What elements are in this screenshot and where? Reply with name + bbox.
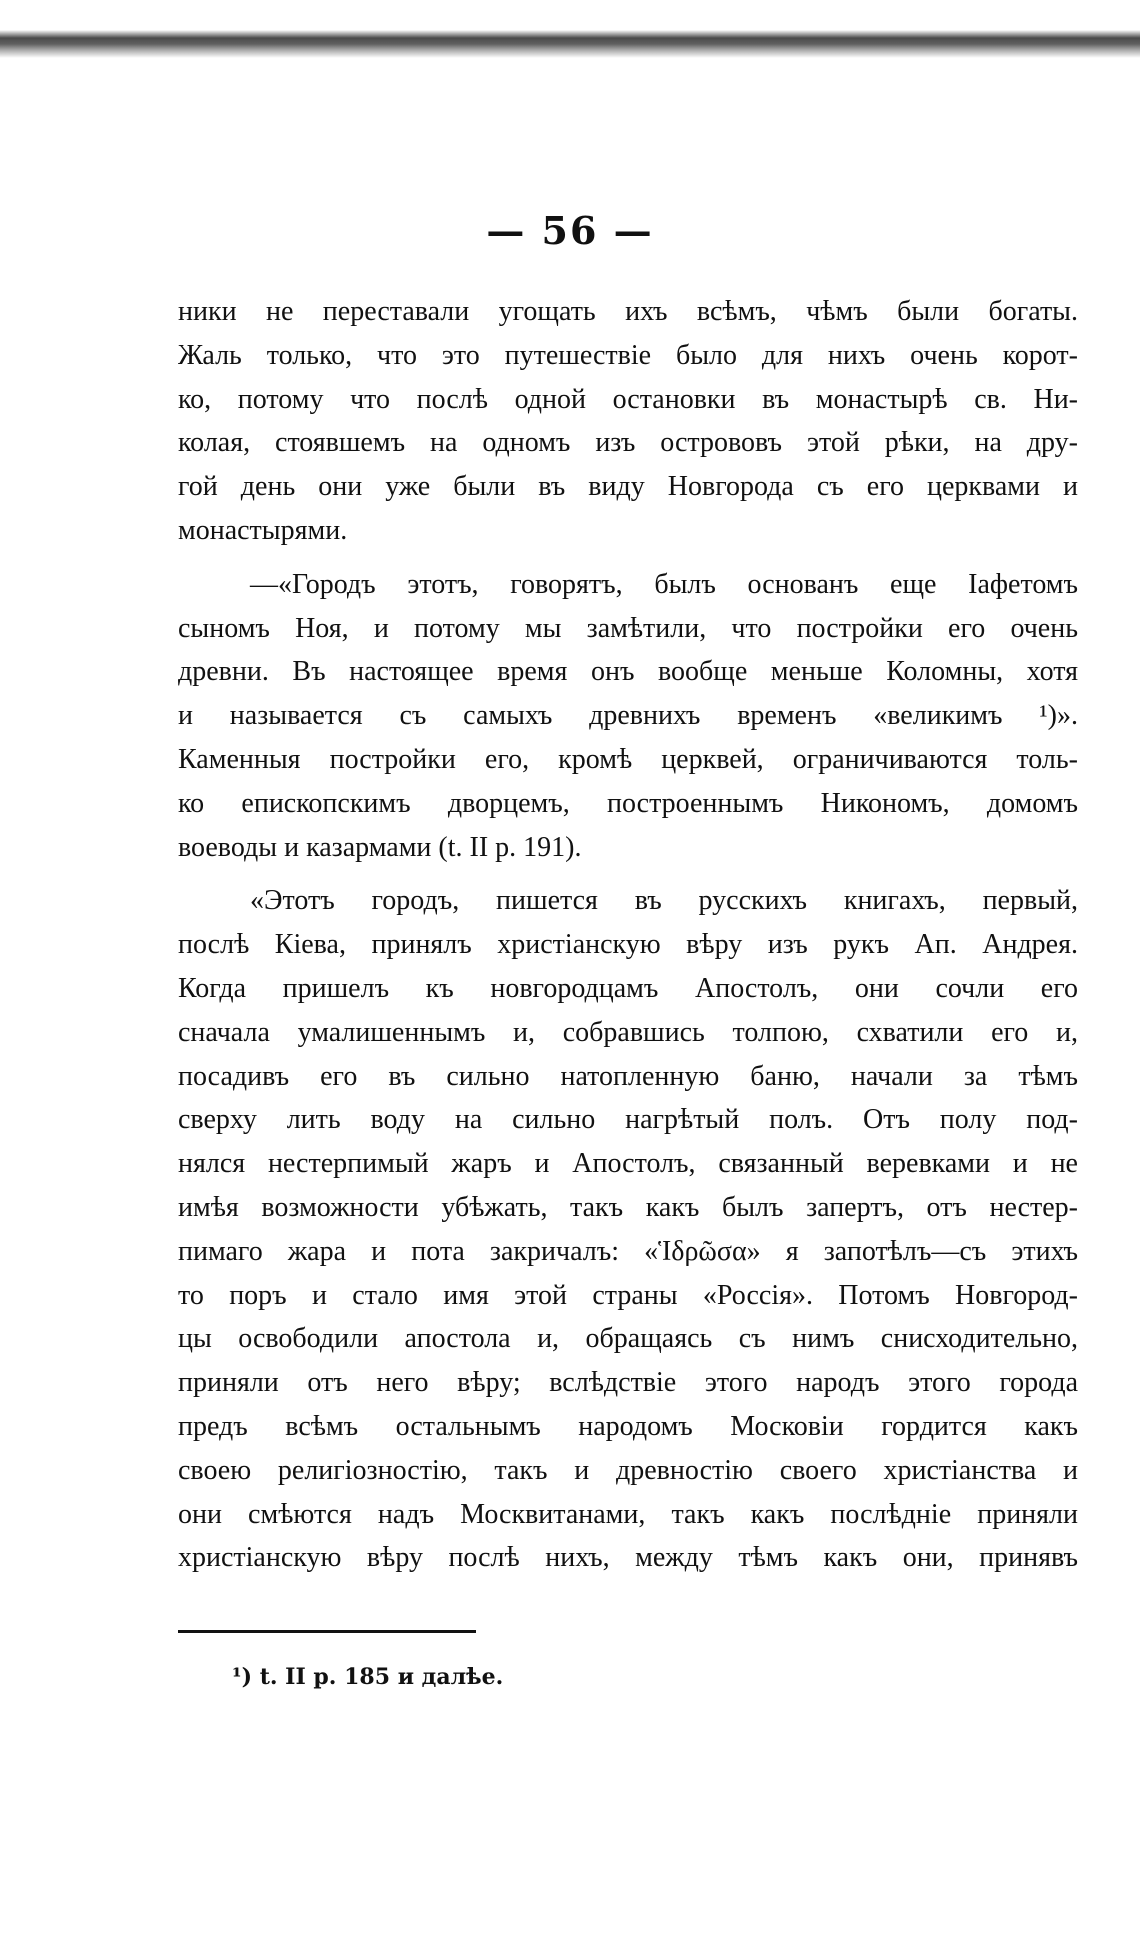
text-line: гой день они уже были въ виду Новгорода съ его церквами и <box>178 471 1078 503</box>
text-line: сыномъ Ноя, и потому мы замѣтили, что постройки его очень <box>178 612 1078 644</box>
text-line: сверху лить воду на сильно нагрѣтый полъ. Отъ полу под- <box>178 1104 1078 1136</box>
text-line: послѣ Кіева, принялъ христіанскую вѣру изъ рукъ Ап. Андрея. <box>178 929 1078 961</box>
footnote: ¹) t. II p. 185 и далѣе. <box>232 1664 504 1690</box>
text-line: —«Городъ этотъ, говорятъ, былъ основанъ еще Іафетомъ <box>250 568 1078 600</box>
text-line: христіанскую вѣру послѣ нихъ, между тѣмъ какъ они, принявъ <box>178 1542 1078 1574</box>
text-line: посадивъ его въ сильно натопленную баню, начали за тѣмъ <box>178 1060 1078 1092</box>
text-line: Каменныя постройки его, кромѣ церквей, ограничиваются толь- <box>178 743 1078 775</box>
paragraph-1 <box>178 290 1078 553</box>
text-line: ко, потому что послѣ одной остановки въ монастырѣ св. Ни- <box>178 383 1078 415</box>
text-line: древни. Въ настоящее время онъ вообще меньше Коломны, хотя <box>178 656 1078 688</box>
text-line: Когда пришелъ къ новгородцамъ Апостолъ, они сочли его <box>178 972 1078 1004</box>
text-line: нялся нестерпимый жаръ и Апостолъ, связанный веревками и не <box>178 1148 1078 1180</box>
text-line: пимаго жара и пота закричалъ: «Ἱδρῶσα» я запотѣлъ—съ этихъ <box>178 1235 1078 1267</box>
text-line: «Этотъ городъ, пишется въ русскихъ книгахъ, первый, <box>250 885 1078 917</box>
text-line: ники не переставали угощать ихъ всѣмъ, чѣмъ были богаты. <box>178 296 1078 327</box>
text-line: цы освободили апостола и, обращаясь съ нимъ снисходительно, <box>178 1323 1078 1355</box>
text-line: приняли отъ него вѣру; вслѣдствіе этого народъ этого города <box>178 1367 1078 1399</box>
text-line: воеводы и казармами (t. II p. 191). <box>178 831 582 863</box>
paragraph-3 <box>178 879 1078 1580</box>
text-line: имѣя возможности убѣжать, такъ какъ былъ запертъ, отъ нестер- <box>178 1191 1078 1223</box>
text-line: и называется съ самыхъ древнихъ временъ «великимъ ¹)». <box>178 700 1078 732</box>
page-number: — 56 — <box>486 208 654 253</box>
text-line: сначала умалишеннымъ и, собравшись толпою, схватили его и, <box>178 1016 1078 1048</box>
text-line: ко епископскимъ дворцемъ, построеннымъ Никономъ, домомъ <box>178 787 1078 819</box>
text-line: Жаль только, что это путешествіе было для нихъ очень корот- <box>178 339 1078 371</box>
text-line: монастырями. <box>178 514 348 546</box>
text-line: они смѣются надъ Москвитанами, такъ какъ послѣдніе приняли <box>178 1498 1078 1530</box>
text-line: то поръ и стало имя этой страны «Россія». Потомъ Новгород- <box>178 1279 1078 1311</box>
footnote-divider <box>178 1630 476 1633</box>
text-line: предъ всѣмъ остальнымъ народомъ Московіи гордится какъ <box>178 1410 1078 1442</box>
text-line: своею религіозностію, такъ и древностію своего христіанства и <box>178 1454 1078 1486</box>
body-text <box>178 290 1078 1580</box>
text-line: колая, стоявшемъ на одномъ изъ острововъ этой рѣки, на дру- <box>178 427 1078 459</box>
page-top-edge <box>0 0 1140 58</box>
paragraph-2 <box>178 563 1078 870</box>
